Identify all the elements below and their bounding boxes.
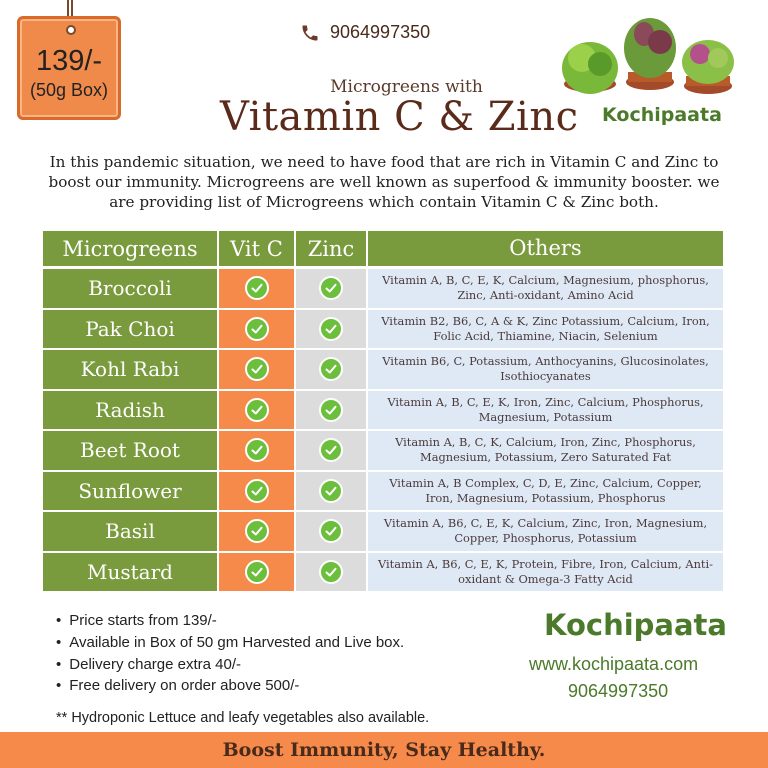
other-nutrients: Vitamin A, B, C, E, K, Calcium, Magnesium, phosphorus, Zinc, Anti-oxidant, Amino Acid: [367, 268, 724, 309]
page-title: Vitamin C & Zinc: [220, 94, 579, 140]
vit-c-cell: [218, 349, 295, 390]
table-row: [42, 309, 724, 350]
other-nutrients: Vitamin A, B6, C, E, K, Protein, Fibre, Iron, Calcium, Anti-oxidant & Omega-3 Fatty Acid: [367, 552, 724, 593]
table-row: [42, 430, 724, 471]
check-icon: [245, 317, 269, 341]
zinc-cell: [295, 390, 367, 431]
header-microgreens: Microgreens: [42, 230, 218, 267]
check-icon: [319, 519, 343, 543]
header-zinc: Zinc: [295, 230, 367, 267]
microgreen-name: Kohl Rabi: [42, 349, 218, 390]
microgreen-name: Sunflower: [42, 471, 218, 512]
microgreen-name: Pak Choi: [42, 309, 218, 350]
table-header: [42, 230, 724, 267]
check-icon: [319, 317, 343, 341]
check-icon: [245, 519, 269, 543]
footer-slogan: Boost Immunity, Stay Healthy.: [0, 732, 768, 768]
header-vit-c: Vit C: [218, 230, 295, 267]
website-link[interactable]: www.kochipaata.com: [529, 654, 699, 674]
table-row: [42, 349, 724, 390]
subtitle: Microgreens with: [330, 77, 483, 97]
availability-note: ** Hydroponic Lettuce and leafy vegetables also available.: [56, 710, 430, 726]
other-nutrients: Vitamin A, B6, C, E, K, Calcium, Zinc, Iron, Magnesium, Copper, Phosphorus, Potassium: [367, 511, 724, 552]
microgreen-name: Beet Root: [42, 430, 218, 471]
zinc-cell: [295, 552, 367, 593]
vit-c-cell: [218, 309, 295, 350]
other-nutrients: Vitamin A, B, C, E, K, Iron, Zinc, Calcium, Phosphorus, Magnesium, Potassium: [367, 390, 724, 431]
check-icon: [245, 398, 269, 422]
check-icon: [245, 438, 269, 462]
vit-c-cell: [218, 471, 295, 512]
intro-text: In this pandemic situation, we need to have food that are rich in Vitamin C and Zinc to boost our immunity. Microgreens are well known as superfood & immunity booster. we are providing list of Microgreens which contain Vitamin C & Zinc both.: [48, 153, 720, 211]
brand-logo-small: Kochipaata: [602, 104, 722, 126]
check-icon: [245, 357, 269, 381]
header-phone[interactable]: [300, 22, 430, 43]
zinc-cell: [295, 268, 367, 309]
check-icon: [245, 560, 269, 584]
contact-phone[interactable]: 9064997350: [568, 681, 669, 701]
vit-c-cell: [218, 390, 295, 431]
zinc-cell: [295, 309, 367, 350]
zinc-cell: [295, 430, 367, 471]
check-icon: [245, 479, 269, 503]
zinc-cell: [295, 511, 367, 552]
check-icon: [319, 479, 343, 503]
other-nutrients: Vitamin A, B, C, K, Calcium, Iron, Zinc, Phosphorus, Magnesium, Potassium, Zero Saturated Fat: [367, 430, 724, 471]
microgreen-name: Mustard: [42, 552, 218, 593]
price-tag: [17, 16, 121, 120]
table-row: [42, 552, 724, 593]
zinc-cell: [295, 349, 367, 390]
check-icon: [319, 438, 343, 462]
vit-c-cell: [218, 511, 295, 552]
price-box-size: (50g Box): [29, 80, 109, 100]
other-nutrients: Vitamin B2, B6, C, A & K, Zinc Potassium, Calcium, Iron, Folic Acid, Thiamine, Niacin, Selenium: [367, 309, 724, 350]
check-icon: [319, 276, 343, 300]
table-row: [42, 390, 724, 431]
microgreen-name: Broccoli: [42, 268, 218, 309]
price-value: 139/-: [35, 45, 103, 77]
vit-c-cell: [218, 268, 295, 309]
other-nutrients: Vitamin A, B Complex, C, D, E, Zinc, Calcium, Copper, Iron, Magnesium, Potassium, Phosphorus: [367, 471, 724, 512]
check-icon: [245, 276, 269, 300]
tag-hole: [66, 25, 76, 35]
list-item: • Delivery charge extra 40/-: [56, 656, 404, 673]
microgreen-name: Basil: [42, 511, 218, 552]
vit-c-cell: [218, 430, 295, 471]
vit-c-cell: [218, 552, 295, 593]
table-row: [42, 268, 724, 309]
other-nutrients: Vitamin B6, C, Potassium, Anthocyanins, Glucosinolates, Isothiocyanates: [367, 349, 724, 390]
header-phone-number: 9064997350: [330, 22, 431, 42]
nutrition-table: [42, 230, 724, 592]
phone-icon: [300, 23, 320, 43]
list-item: • Available in Box of 50 gm Harvested and Live box.: [56, 634, 404, 651]
list-item: • Price starts from 139/-: [56, 612, 404, 629]
table-row: [42, 511, 724, 552]
microgreen-name: Radish: [42, 390, 218, 431]
zinc-cell: [295, 471, 367, 512]
check-icon: [319, 357, 343, 381]
brand-logo-large: Kochipaata: [544, 608, 727, 642]
check-icon: [319, 398, 343, 422]
microgreens-image: [560, 8, 738, 100]
table-row: [42, 471, 724, 512]
check-icon: [319, 560, 343, 584]
info-list: [56, 612, 404, 699]
header-others: Others: [367, 230, 724, 267]
list-item: • Free delivery on order above 500/-: [56, 677, 404, 694]
